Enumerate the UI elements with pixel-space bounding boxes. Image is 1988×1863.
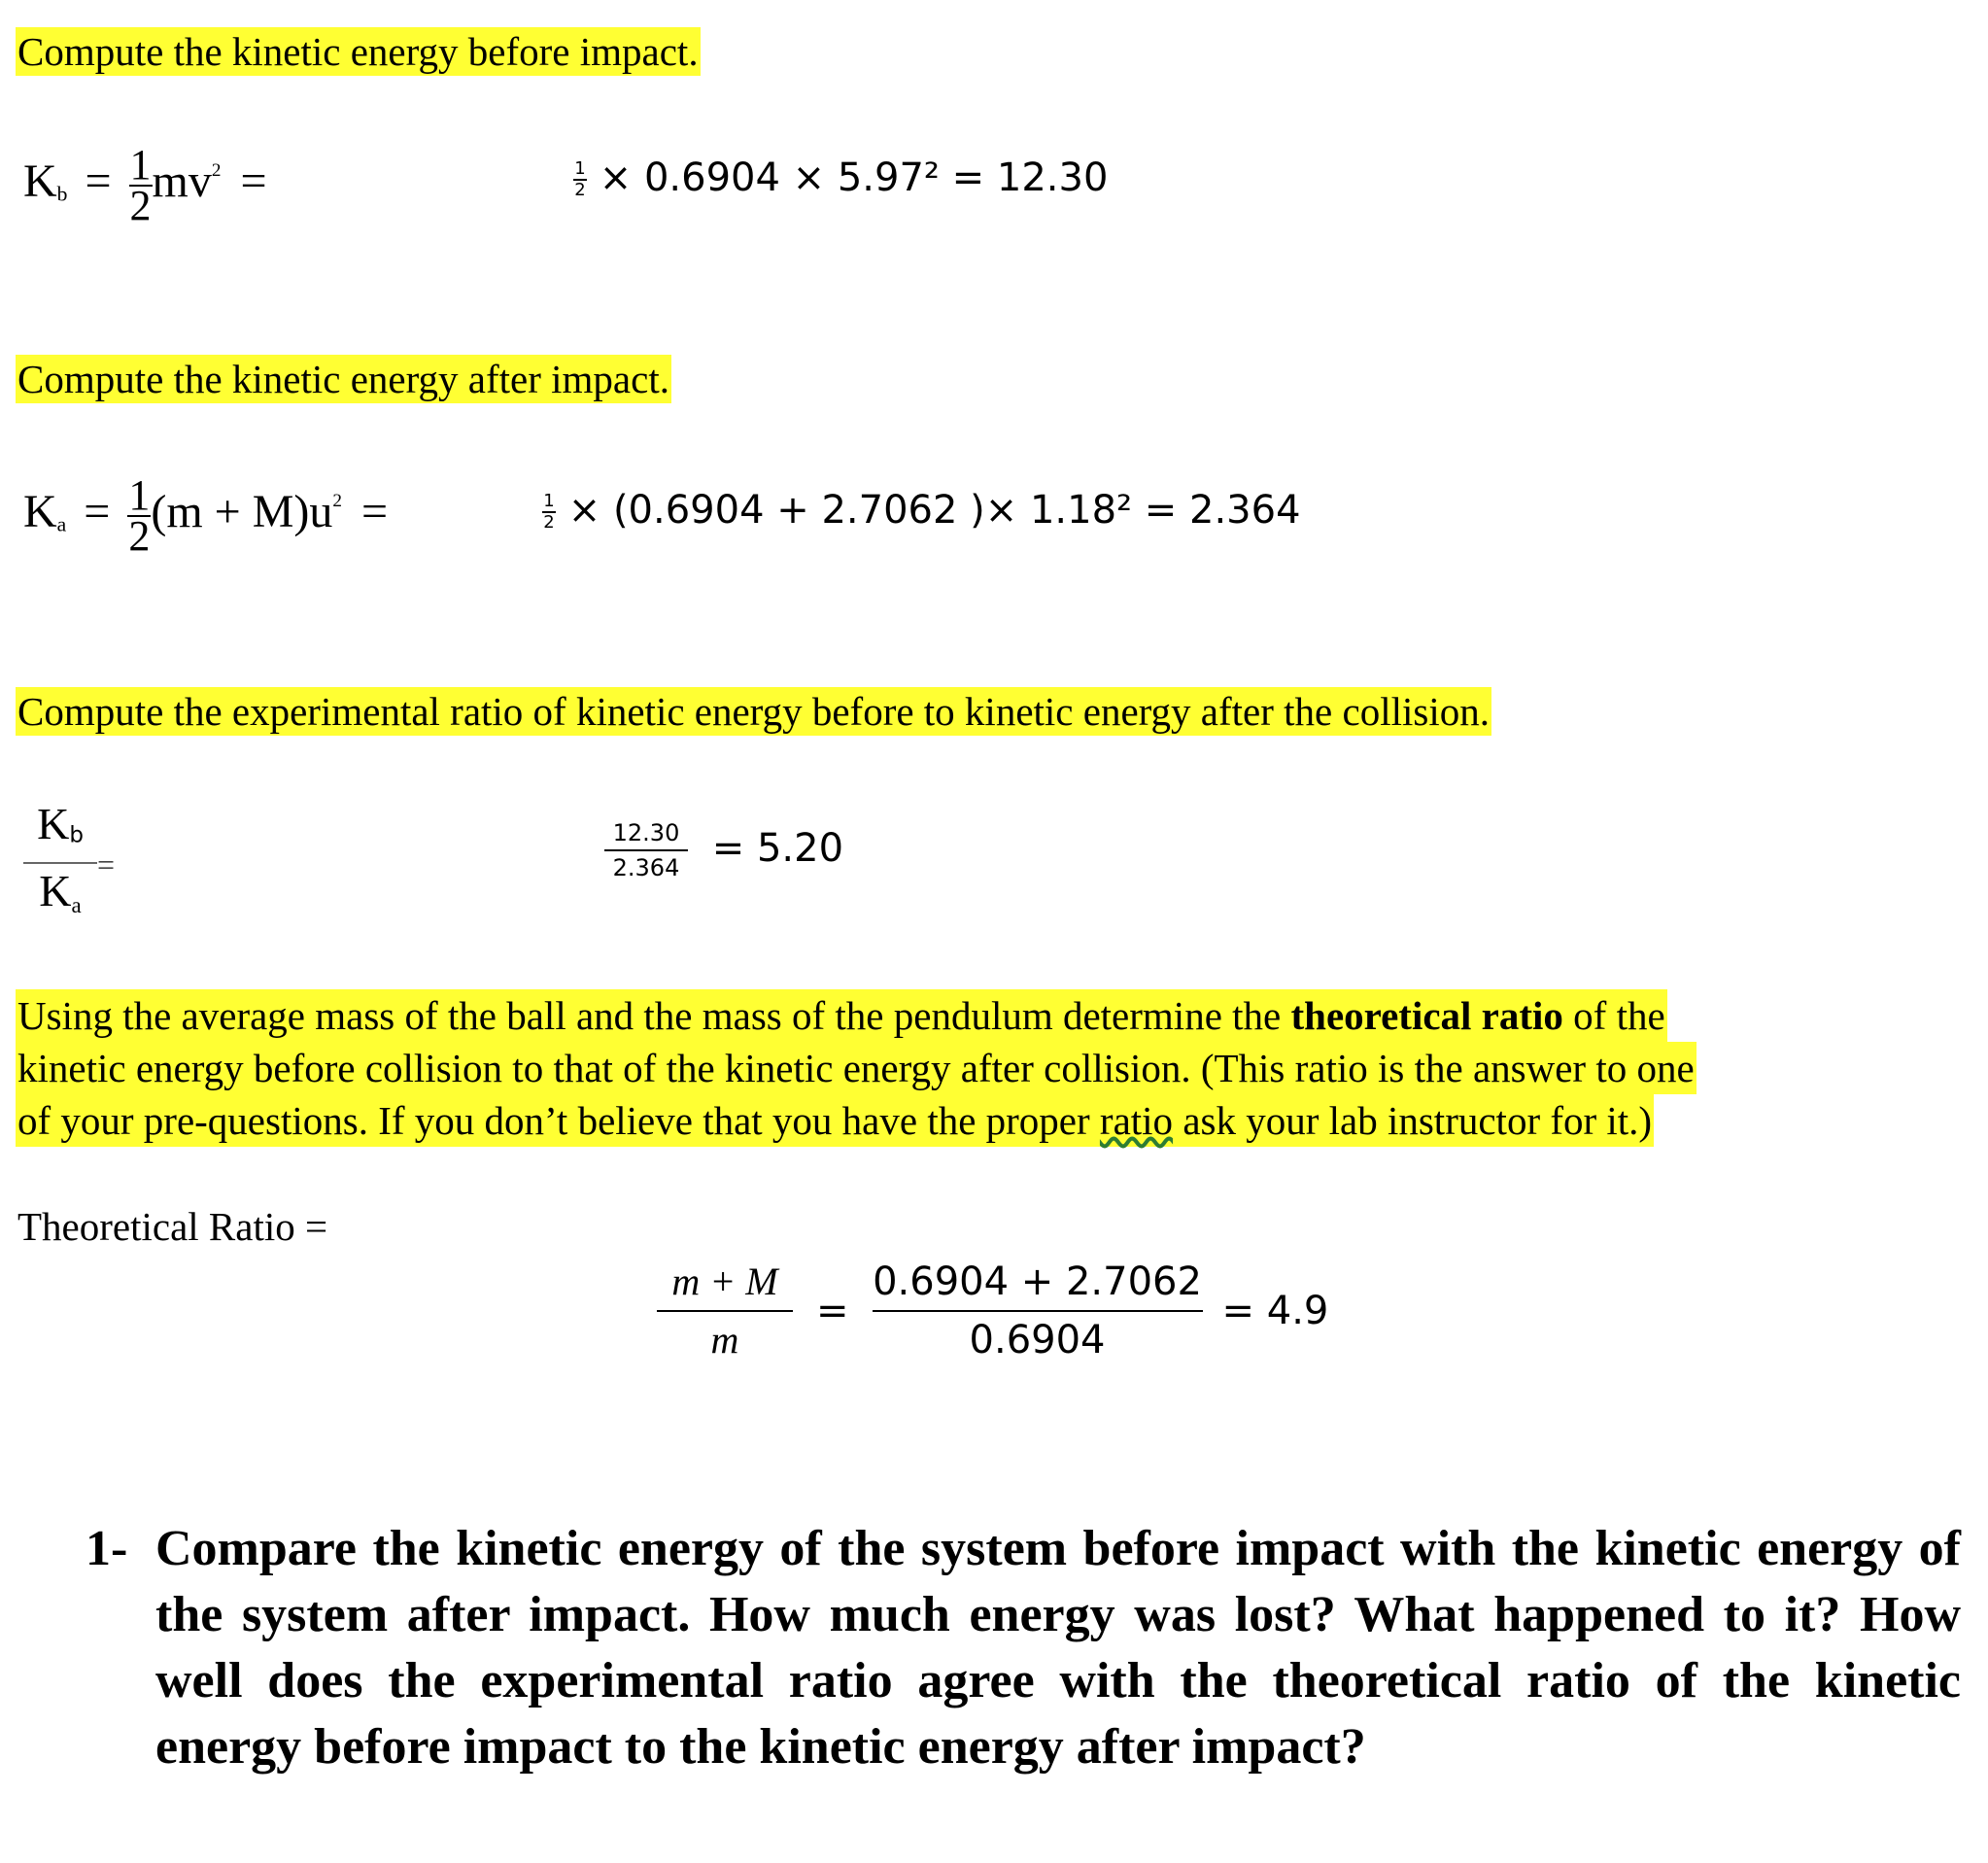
theory-frac-1-den: m [710,1318,739,1362]
theory-frac-1-num: m + M [671,1259,778,1303]
kb-expression: mv [152,155,212,208]
ratio-lhs-equals: = [97,846,116,882]
theory-frac-2 [873,1254,1203,1368]
question-number: 1- [86,1521,128,1576]
ka-equals: = [84,486,111,538]
ratio-lhs [23,797,115,933]
theory-mid-equals: = [816,1289,849,1333]
kb-trailing-equals: = [240,155,267,208]
formula-ka [23,471,389,560]
theory-frac-2-den: 0.6904 [969,1318,1106,1363]
kb-half-den: 2 [129,182,152,229]
heading-after-impact: Compute the kinetic energy after impact. [17,357,669,401]
ka-trailing-equals: = [361,486,389,538]
heading-experimental-ratio: Compute the experimental ratio of kinetic energy before to kinetic energy after the collision. [17,689,1490,734]
question-1 [86,1516,1961,1780]
ka-expression: (m + M)u [151,486,333,538]
kb-calc-expression: × 0.6904 × 5.97² = 12.30 [599,155,1109,200]
ratio-calc-den: 2.364 [612,854,680,881]
ka-calc-half-den: 2 [543,512,555,533]
ka-subscript: a [56,512,67,536]
theoretical-ratio-equation [657,1254,1328,1368]
theory-frac-1 [657,1254,793,1368]
formula-kb [23,141,267,229]
ka-calc-half-num: 1 [543,491,555,511]
kb-symbol: K [23,155,57,208]
question-text: Compare the kinetic energy of the system before impact with the kinetic energy of the system after impact. How much energy was lost? What happened to it? How well does the experimental ratio agree with the theoretical ratio of the kinetic energy before impact to the kinetic energy after impact? [155,1521,1961,1775]
spellcheck-squiggle-word: ratio [1099,1098,1174,1143]
theory-line-2: kinetic energy before collision to that of the kinetic energy after collision. (This ratio is the answer to one [16,1042,1697,1094]
ratio-lhs-num: Kb [37,799,84,848]
ka-calculation [542,488,1301,533]
ka-calc-half [542,492,556,533]
theoretical-ratio-label: Theoretical Ratio = [17,1204,328,1249]
theory-result: = 4.9 [1221,1289,1329,1333]
kb-equals: = [85,155,112,208]
theory-line-3: of your pre-questions. If you don’t believe that you have the proper ratio ask your lab instructor for it.) [16,1094,1654,1147]
ratio-calc-fraction [604,816,688,884]
kb-half-num: 1 [129,141,152,189]
theory-line-1: Using the average mass of the ball and the mass of the pendulum determine the theoretical ratio of the [16,989,1667,1042]
ratio-lhs-fraction [23,797,97,933]
ratio-calculation [604,816,843,884]
theoretical-ratio-bold: theoretical ratio [1290,993,1563,1038]
kb-half-fraction [129,141,153,229]
ratio-calc-num: 12.30 [612,819,680,846]
heading-before-impact: Compute the kinetic energy before impact. [17,29,699,74]
ratio-lhs-den: Ka [39,866,82,918]
ka-half-num: 1 [128,471,151,519]
kb-calc-half-den: 2 [574,180,586,200]
ka-symbol: K [23,486,57,538]
kb-calc-half-num: 1 [574,158,586,179]
ratio-calc-result: = 5.20 [711,826,844,871]
theory-frac-2-num: 0.6904 + 2.7062 [873,1259,1202,1304]
kb-calc-half [573,159,587,200]
kb-subscript: b [56,182,68,206]
kb-superscript: 2 [211,159,222,181]
ka-half-fraction [127,471,151,560]
ka-half-den: 2 [128,512,151,560]
theory-instructions [16,989,1697,1147]
ka-calc-expression: × (0.6904 + 2.7062 )× 1.18² = 2.364 [567,488,1301,533]
ka-superscript: 2 [332,490,342,511]
kb-calculation [573,155,1108,200]
